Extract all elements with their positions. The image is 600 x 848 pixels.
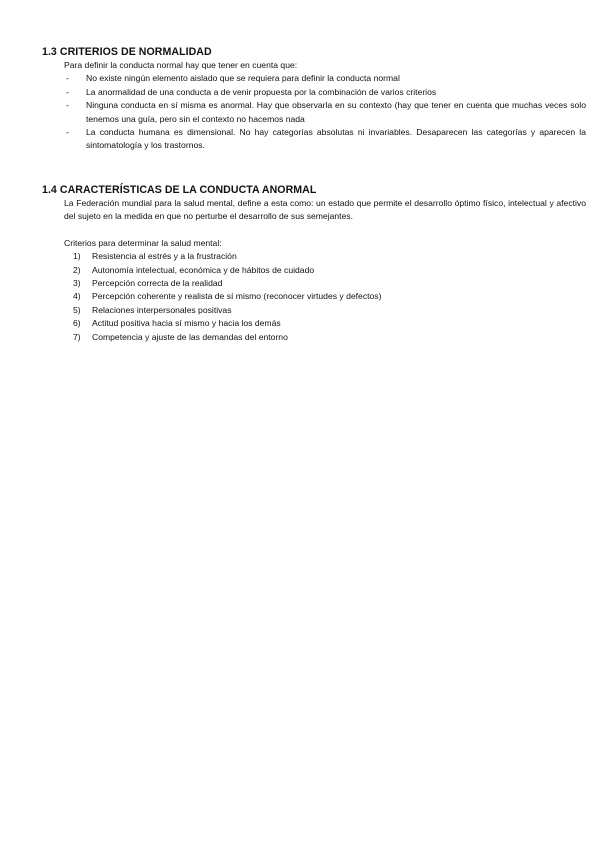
dash-bullet: - [66,73,69,84]
list-item-text: No existe ningún elemento aislado que se requiera para definir la conducta normal [86,73,400,84]
list-number: 7) [73,331,81,342]
list-item-text: La anormalidad de una conducta a de venir propuesta por la combinación de varios criterios [86,86,437,97]
list-item [42,99,586,126]
mental-health-criteria-list [42,250,586,344]
section-criterios-normalidad [42,46,586,153]
list-number: 3) [73,278,81,289]
list-item [42,290,586,303]
list-number: 6) [73,318,81,329]
list-number: 5) [73,304,81,315]
list-item [42,250,586,263]
list-number: 1) [73,251,81,262]
list-item-text: Resistencia al estrés y a la frustración [92,251,237,262]
list-item [42,126,586,153]
section-heading: 1.4 CARACTERÍSTICAS DE LA CONDUCTA ANORMAL [42,184,317,196]
list-item [42,331,586,344]
list-item [42,264,586,277]
list-item-text: Actitud positiva hacia sí mismo y hacia los demás [92,318,281,329]
list-item [42,86,586,99]
list-item [42,72,586,85]
section-intro: Para definir la conducta normal hay que tener en cuenta que: [64,60,298,70]
definition-paragraph: La Federación mundial para la salud mental, define a esta como: un estado que permite el desarrollo óptimo físico, intelectual y afectivo del sujeto en la medida en que no perturbe el desarrollo de sus semejantes. [64,198,586,222]
list-item [42,304,586,317]
list-item-text: Ninguna conducta en sí misma es anormal. Hay que observarla en su contexto (hay que tener en cuenta que muchas veces solo tenemos una guía, pero sin el contexto no hacemos nada [86,100,586,124]
list-item [42,277,586,290]
list-item-text: Percepción coherente y realista de sí mismo (reconocer virtudes y defectos) [92,291,382,302]
criteria-title: Criterios para determinar la salud mental: [64,237,222,248]
list-item-text: La conducta humana es dimensional. No hay categorías absolutas ni invariables. Desaparecen las categorías y aparecen la sintomatología y los trastornos. [86,127,586,151]
dash-bullet: - [66,100,69,111]
list-number: 4) [73,291,81,302]
section-heading: 1.3 CRITERIOS DE NORMALIDAD [42,46,212,58]
list-item [42,317,586,330]
list-item-text: Autonomía intelectual, económica y de hábitos de cuidado [92,264,315,275]
list-number: 2) [73,264,81,275]
list-item-text: Percepción correcta de la realidad [92,278,223,289]
list-item-text: Competencia y ajuste de las demandas del entorno [92,331,288,342]
normality-criteria-list [42,72,586,152]
section-caracteristicas-conducta-anormal [42,184,586,344]
dash-bullet: - [66,86,69,97]
dash-bullet: - [66,127,69,138]
list-item-text: Relaciones interpersonales positivas [92,304,232,315]
